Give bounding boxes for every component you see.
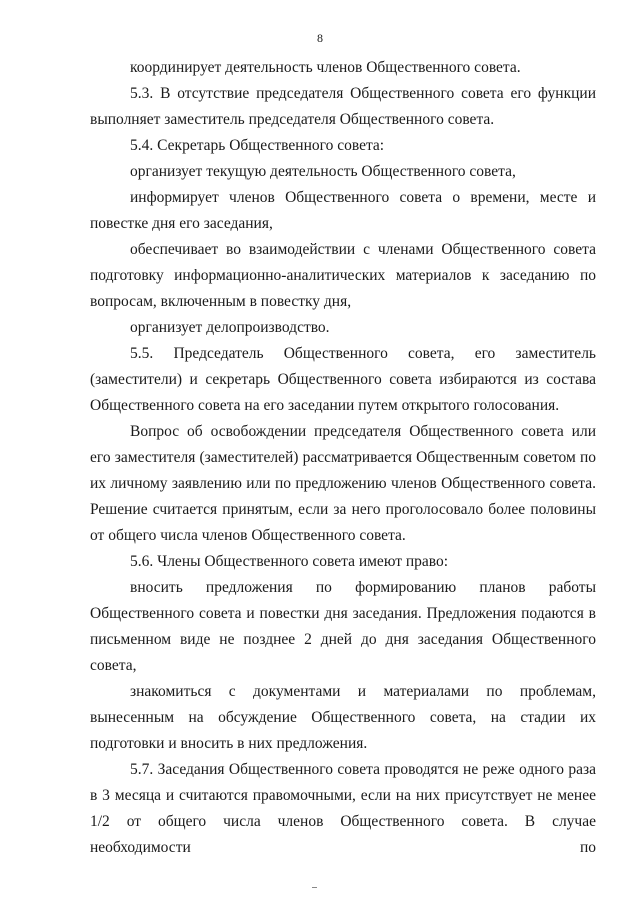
list-item-ensures-preparation: обеспечивает во взаимодействии с членами Общественного совета подготовку информационно-аналитических материалов к заседанию по вопросам, включенным в повестку дня, bbox=[90, 241, 596, 310]
paragraph-5-5: 5.5. Председатель Общественного совета, его заместитель (заместители) и секретарь Общественного совета избираются из состава Общественного совета на его заседании путем открытого голосования. bbox=[90, 345, 596, 414]
list-item-proposals: вносить предложения по формированию планов работы Общественного совета и повестки дня заседания. Предложения подаются в письменном виде не позднее 2 дней до дня заседания Общественного совета, bbox=[90, 579, 596, 674]
paragraph-5-4: 5.4. Секретарь Общественного совета: bbox=[130, 137, 385, 154]
page-number: 8 bbox=[317, 31, 323, 45]
paragraph-5-7: 5.7. Заседания Общественного совета проводятся не реже одного раза в 3 месяца и считаются правомочными, если на них присутствует не менее 1/2 от общего числа членов Общественного совета. В случае необходимости по bbox=[90, 761, 596, 856]
paragraph-dismissal: Вопрос об освобождении председателя Общественного совета или его заместителя (заместителей) рассматривается Общественным советом по их личному заявлению или по предложению членов Общественного совета. Решение считается принятым, если за него проголосовало более половины от общего числа членов Общественного совета. bbox=[90, 423, 596, 544]
scan-mark bbox=[312, 887, 317, 888]
list-item-documents: знакомиться с документами и материалами по проблемам, вынесенным на обсуждение Общественного совета, на стадии их подготовки и вносить в них предложения. bbox=[90, 683, 596, 752]
list-item-informs-members: информирует членов Общественного совета о времени, месте и повестке дня его заседания, bbox=[90, 189, 596, 232]
paragraph-5-3: 5.3. В отсутствие председателя Общественного совета его функции выполняет заместитель председателя Общественного совета. bbox=[90, 85, 596, 128]
list-item-records: организует делопроизводство. bbox=[130, 319, 330, 336]
list-item-organizes-activity: организует текущую деятельность Общественного совета, bbox=[130, 163, 516, 180]
paragraph-5-6: 5.6. Члены Общественного совета имеют право: bbox=[130, 553, 449, 570]
document-body bbox=[90, 55, 596, 861]
paragraph-continuation: координирует деятельность членов Общественного совета. bbox=[130, 59, 521, 76]
